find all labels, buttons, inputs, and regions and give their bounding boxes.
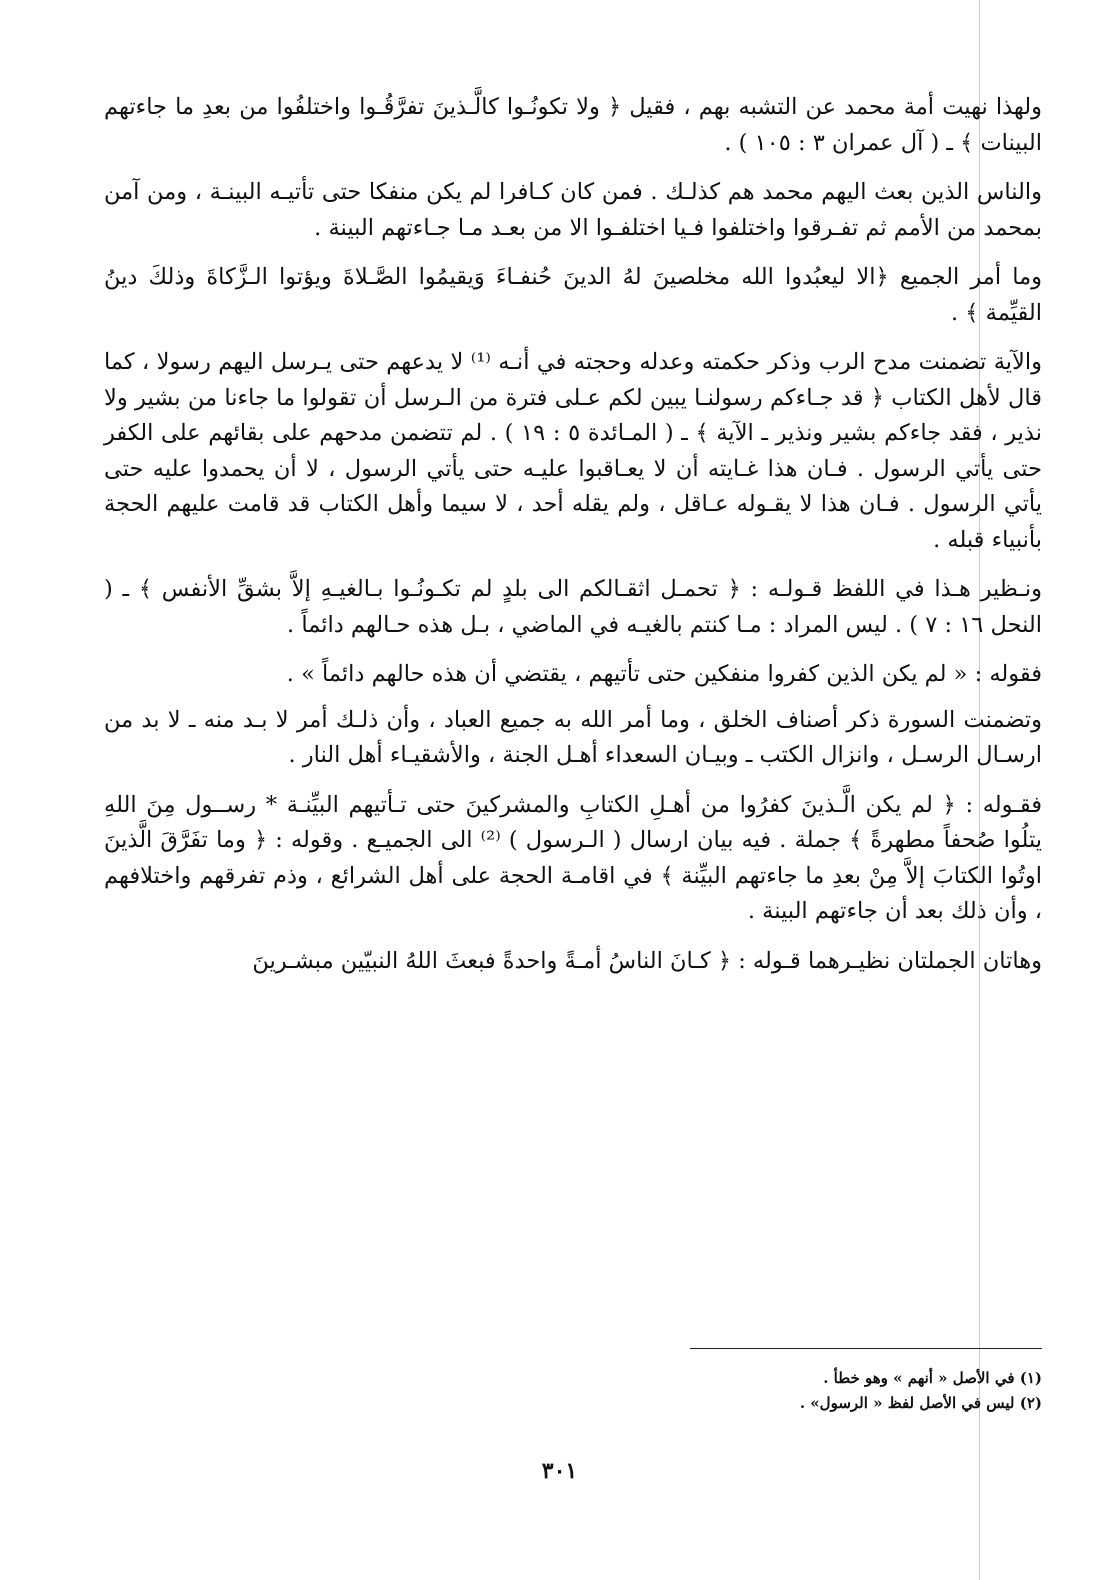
footnotes (600, 1366, 1042, 1416)
paragraph-1: ولهذا نهيت أمة محمد عن التشبه بهم ، فقيل ﴿ ولا تكونُـوا كالَّـذينَ تفرَّقُـوا واختلفُوا من بعدِ ما جاءتهم البينات ﴾ ـ ( آل عمران ٣ : ١٠٥ ) . (104, 94, 1042, 156)
paragraph-8: فقـوله : ﴿ لم يكن الَّـذينَ كفرُوا من أهـلِ الكتابِ والمشركينَ حتى تـأتيهم البيِّنـة * رســول مِنَ اللهِ يتلُوا صُحفاً مطهرةً ﴾ جملة . فيه بيان ارسال ( الـرسول ) ⁽²⁾ الى الجميـع . وقوله : ﴿ وما تفَرَّقَ الَّذينَ اوتُوا الكتابَ إلاَّ مِنْ بعدِ ما جاءتهم البيِّنة ﴾ في اقامـة الحجة على أهل الشرائع ، وذم تفرقهم واختلافهم ، وأن ذلك بعد أن جاءتهم البينة . (104, 791, 1042, 924)
paragraph-7: وتضمنت السورة ذكر أصناف الخلق ، وما أمر الله به جميع العباد ، وأن ذلـك أمر لا بـد منه ـ لا بد من ارسـال الرسـل ، وانزال الكتب ـ وبيـان السعداء أهـل الجنة ، والأشقيـاء أهل النار . (104, 706, 1042, 768)
page-number: ٣٠١ (541, 1458, 578, 1484)
paragraph-4: والآية تضمنت مدح الرب وذكر حكمته وعدله وحجته في أنـه ⁽¹⁾ لا يدعهم حتى يـرسل اليهم رسولا ، كما قال لأهل الكتاب ﴿ قد جـاءكم رسولنـا يبين لكم عـلى فترة من الـرسل أن تقولوا ما جاءنا من بشير ولا نذير ، فقد جاءكم بشير ونذير ـ الآية ﴾ ـ ( المـائدة ٥ : ١٩ ) . لم تتضمن مدحهم على بقائهم على الكفر حتى يأتي الرسول . فـان هذا غـايته أن لا يعـاقبوا عليـه حتى يأتي الرسول ، لا أن يحمدوا عليه حتى يأتي الرسول . فـان هذا لا يقـوله عـاقل ، ولم يقله أحد ، لا سيما وأهل الكتاب قد قامت عليهم الحجة بأنبياء قبله . (104, 349, 1043, 553)
main-text (104, 90, 1042, 993)
paragraph-9: وهاتان الجملتان نظيـرهما قـوله : ﴿ كـانَ الناسُ أمـةً واحدةً فبعثَ اللهُ النبيّين مبشـرينَ (252, 947, 1042, 974)
paragraph-2: والناس الذين بعث اليهم محمد هم كذلـك . فمن كان كـافرا لم يكن منفكا حتى تأتيـه البينـة ، ومن آمن بمحمد من الأمم ثم تفـرقوا واختلفوا فـيا اختلفـوا الا من بعـد مـا جـاءتهم البينة . (104, 179, 1042, 241)
footnote-separator (690, 1348, 1042, 1349)
footnote-2: (٢) ليس في الأصل لفظ « الرسول» . (799, 1394, 1042, 1412)
paragraph-6: فقوله : « لم يكن الذين كفروا منفكين حتى تأتيهم ، يقتضي أن هذه حالهم دائماً » . (286, 661, 1042, 687)
paragraph-3: وما أمر الجميع ﴿الا ليعبُدوا الله مخلصينَ لهُ الدينَ حُنفـاءَ وَيقيمُوا الصَّـلاةَ ويؤتوا الـزَّكاةَ وذلكَ دينُ القيِّمة ﴾ . (104, 264, 1042, 326)
paragraph-5: ونـظير هـذا في اللفظ قـولـه : ﴿ تحمـل اثقـالكم الى بلدٍ لم تكـونُـوا بـالغيـهِ إلاَّ بشقِّ الأنفس ﴾ ـ ( النحل ١٦ : ٧ ) . ليس المراد : مـا كنتم بالغيـه في الماضي ، بـل هذه حـالهم دائماً . (104, 576, 1042, 638)
footnote-1: (١) في الأصل « أنهم » وهو خطأ . (823, 1369, 1042, 1387)
